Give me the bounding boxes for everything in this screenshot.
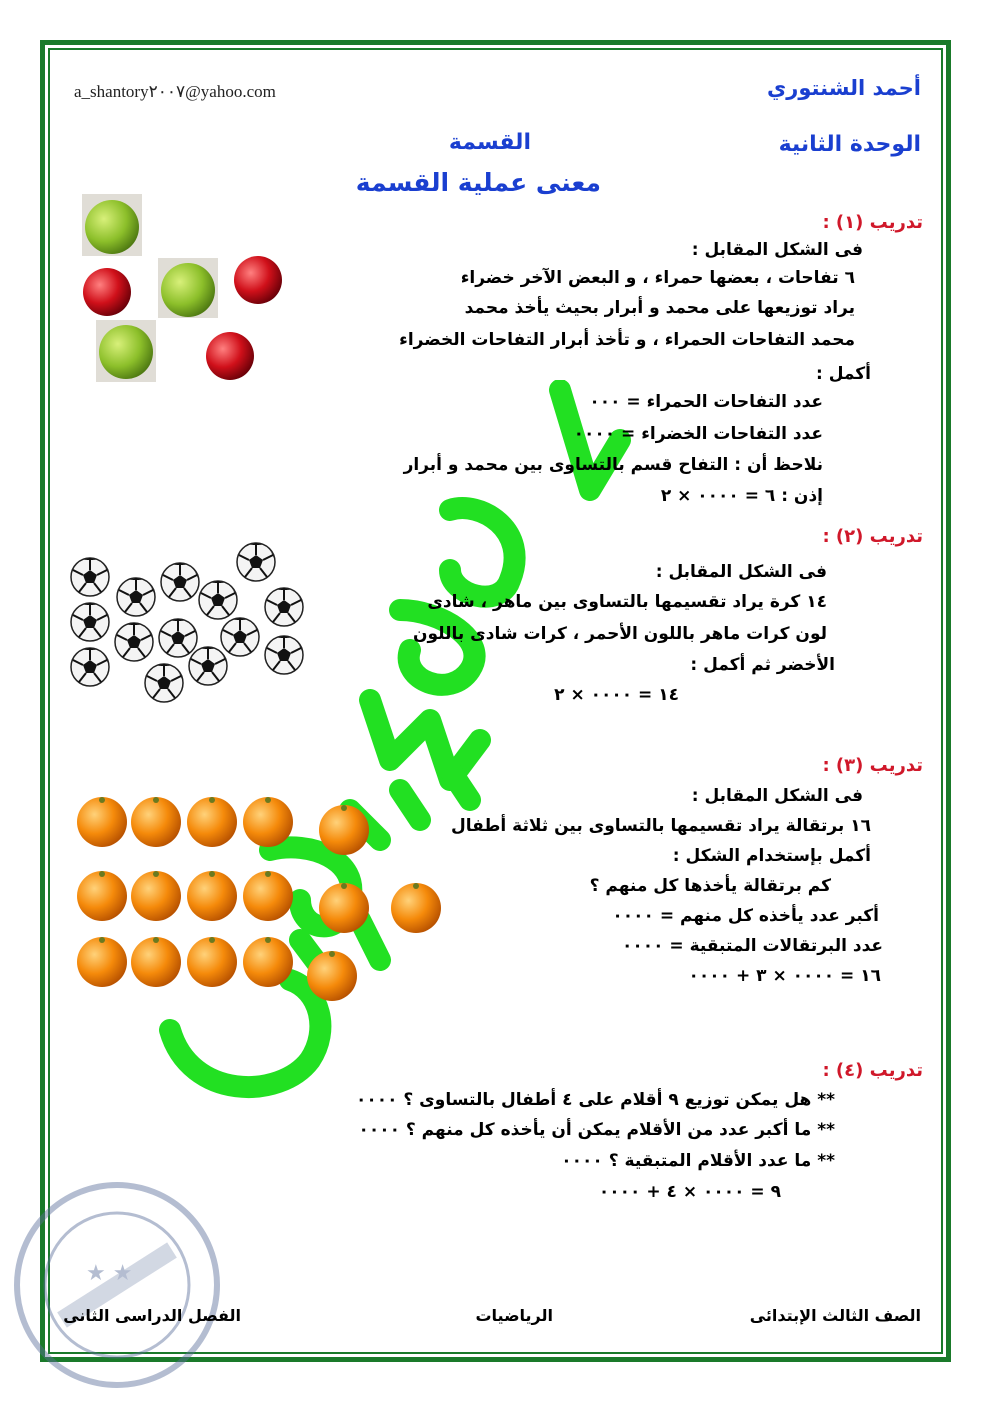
ex2-line: الأخضر ثم أكمل : <box>690 655 835 675</box>
ex4-line: ** ما أكبر عدد من الأقلام يمكن أن يأخذه كل منهم ؟ ٠٠٠٠ <box>358 1120 835 1140</box>
ex2-line: فى الشكل المقابل : <box>655 562 827 582</box>
apples-image <box>80 192 290 392</box>
ex1-line: محمد التفاحات الحمراء ، و تأخذ أبرار التفاحات الخضراء <box>399 330 855 350</box>
ex1-heading: تدريب (١) : <box>822 212 923 233</box>
ex4-line: ٩ = ٠٠٠٠ × ٤ + ٠٠٠٠ <box>598 1182 781 1202</box>
ex3-line: ١٦ برتقالة يراد تقسيمها بالتساوى بين ثلاثة أطفال <box>451 816 871 836</box>
author-email: a_shantory٢٠٠٧@yahoo.com <box>74 82 276 101</box>
ex3-line: ١٦ = ٠٠٠٠ × ٣ + ٠٠٠٠ <box>688 966 881 986</box>
ex1-line: ٦ تفاحات ، بعضها حمراء ، و البعض الآخر خضراء <box>460 268 855 288</box>
footer-subject: الرياضيات <box>475 1306 553 1325</box>
unit-title: الوحدة الثانية <box>778 132 921 157</box>
ex3-line: فى الشكل المقابل : <box>691 786 863 806</box>
ex2-heading: تدريب (٢) : <box>822 526 923 547</box>
oranges-image <box>74 790 446 1008</box>
topic-title: القسمة <box>448 130 531 155</box>
footer-term: الفصل الدراسى الثانى <box>63 1306 241 1325</box>
ex3-line: أكبر عدد يأخذه كل منهم = ٠٠٠٠ <box>612 906 879 926</box>
footer-grade: الصف الثالث الإبتدائى <box>749 1306 921 1325</box>
ex3-line: كم برتقالة يأخذها كل منهم ؟ <box>589 876 831 896</box>
ex2-line: ١٤ = ٠٠٠٠ × ٢ <box>554 685 679 705</box>
soccer-balls-image <box>66 540 311 705</box>
ex2-line: ١٤ كرة يراد تقسيمها بالتساوى بين ماهر ، شادى <box>427 592 827 612</box>
ex3-heading: تدريب (٣) : <box>822 755 923 776</box>
ex4-line: ** ما عدد الأقلام المتبقية ؟ ٠٠٠٠ <box>561 1151 835 1171</box>
stamp-seal <box>2 1170 232 1400</box>
ex1-line: يراد توزيعها على محمد و أبرار بحيث يأخذ محمد <box>464 298 855 318</box>
ex3-line: عدد البرتقالات المتبقية = ٠٠٠٠ <box>621 936 883 956</box>
ex1-line: عدد التفاحات الحمراء = ٠٠٠ <box>589 392 823 412</box>
ex4-line: ** هل يمكن توزيع ٩ أقلام على ٤ أطفال بالتساوى ؟ ٠٠٠٠ <box>355 1090 835 1110</box>
page-title: معنى عملية القسمة <box>355 168 601 197</box>
ex1-line: إذن : ٦ = ٠٠٠٠ × ٢ <box>660 486 823 506</box>
ex3-line: أكمل بإستخدام الشكل : <box>672 846 871 866</box>
svg-text:★ ★: ★ ★ <box>86 1261 133 1286</box>
author-name: أحمد الشنتوري <box>767 76 921 100</box>
ex1-line: نلاحظ أن : التفاح قسم بالتساوى بين محمد و أبرار <box>403 455 823 475</box>
ex1-line: أكمل : <box>815 364 871 384</box>
ex1-line: عدد التفاحات الخضراء = ٠٠٠٠ <box>573 424 823 444</box>
ex1-line: فى الشكل المقابل : <box>691 240 863 260</box>
ex4-heading: تدريب (٤) : <box>822 1060 923 1081</box>
ex2-line: لون كرات ماهر باللون الأحمر ، كرات شادى باللون <box>412 624 827 644</box>
